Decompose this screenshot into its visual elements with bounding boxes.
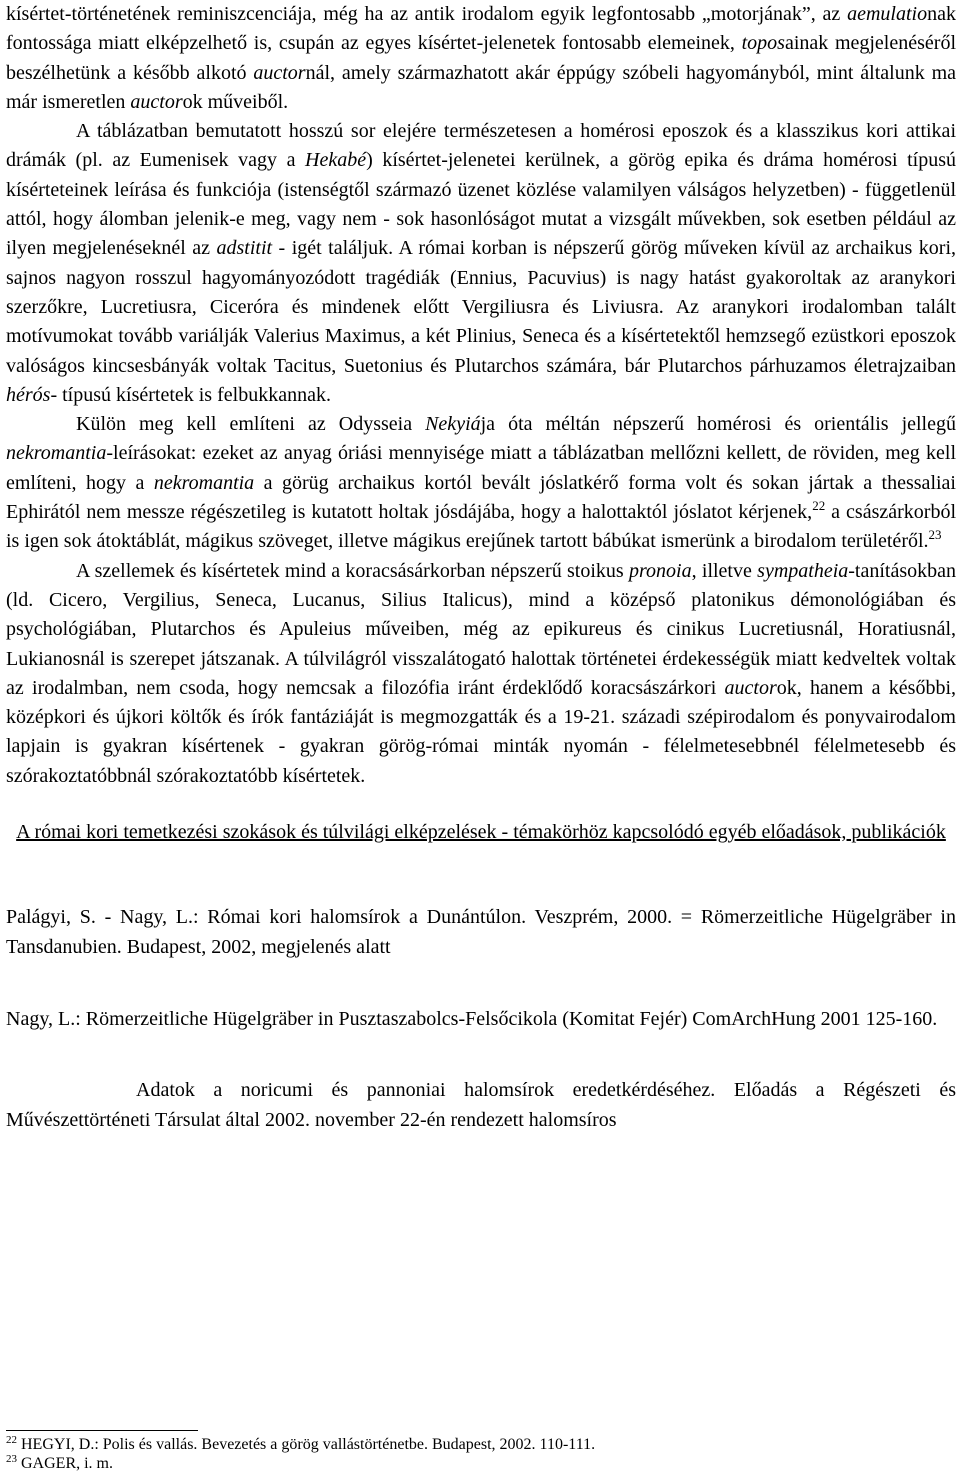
italic-term: Nekyiá <box>425 413 481 436</box>
reference-nagy: Nagy, L.: Römerzeitliche Hügelgräber in Pusztaszabolcs-Felsőcikola (Komitat Fejér) ComArchHung 2001 125-160. <box>6 1007 938 1030</box>
text-run: ok, hanem a későbbi, középkori és újkori költők és írók fantáziáját is megmozgatták és a 19-21. századi szépirodalom és ponyvairodalom lapjain is gyakran kísértenek - gyakran görög-római minták nyomán - félelmetesebbnél félelmetesebb és szórakoztatóbbnál szórakoztatóbb kísértetek. <box>6 676 956 787</box>
text-run: -leírásokat: ezeket az anyag óriási mennyisége miatt a táblázatban mellőzni kellett, de röviden, meg kell említeni, hogy a <box>6 442 956 494</box>
italic-term: nekromantia <box>153 471 255 494</box>
paragraph-3 <box>6 410 956 556</box>
italic-term: auctor <box>724 676 777 699</box>
text-run: kísértet-történetének reminiszcenciája, még ha az antik irodalom egyik legfontosabb „motorjának”, az <box>6 3 848 25</box>
section-heading: A római kori temetkezési szokások és túlvilági elképzelések - témakörhöz kapcsolódó egyéb előadások, publikációk <box>16 821 946 844</box>
document-page <box>6 0 956 1135</box>
footnote-number: 23 <box>6 1453 17 1465</box>
text-run: ainak megjelenéséről beszélhetünk a később alkotó <box>6 32 956 84</box>
text-run: - típusú kísértetek is felbukkannak. <box>50 383 331 406</box>
footnotes <box>6 1430 956 1473</box>
footnote-text: GAGER, i. m. <box>21 1455 113 1472</box>
reference-lecture <box>6 1076 956 1135</box>
footnote-ref-23[interactable]: 23 <box>928 527 942 543</box>
footnote-ref-22[interactable]: 22 <box>812 498 826 514</box>
text-run: ) kísértet-jelenetei kerülnek, a görög epika és dráma homérosi típusú kísérteteinek leírása és funkciója (istenségtől származó üzenet közlése valamilyen válságos helyzetben) - függetlenül attól, hogy álomban jelenik-e meg, vagy nem - sok hasonlóságot mutat a vizsgált művekben, sok esetben például az ilyen megjelenéseknél az <box>6 149 957 260</box>
text-run: Külön meg kell említeni az Odysseia <box>76 413 426 436</box>
text-run: A szellemek és kísértetek mind a koracsásárkorban népszerű stoikus <box>76 559 629 582</box>
text-run: a császárkorból is igen sok átoktáblát, mágikus szöveget, illetve mágikus erejűnek tartott bábúkat ismerünk a birodalom területéről. <box>6 501 957 553</box>
italic-term: adstitit <box>216 237 273 260</box>
text-run: a görüg archaikus kortól bevált jóslatkérő forma volt és sokan jártak a thessaliai Ephirától nem messze régészetileg is kutatott holtak jósdájába, hogy a halottaktól jóslatot kérjenek, <box>6 471 956 524</box>
italic-term: hérós <box>6 383 51 406</box>
italic-term: auctor <box>253 61 306 84</box>
italic-term: Hekabé <box>305 149 367 172</box>
footnote-23 <box>6 1454 956 1473</box>
text-run: , illetve <box>691 559 758 582</box>
paragraph-4 <box>6 557 956 791</box>
text-run: nak fontossága miatt elképzelhető is, csupán az egyes kísértet-jelenetek fontosabb elemeinek, <box>6 3 956 55</box>
text-run: A táblázatban bemutatott hosszú sor elejére természetesen a homérosi eposzok és a klasszikus kori attikai drámák (pl. az Eumenisek vagy a <box>6 120 956 172</box>
italic-term: aemulatio <box>847 3 928 25</box>
text-run: Adatok a noricumi és pannoniai halomsírok eredetkérdéséhez. Előadás a Régészeti és Művészettörténeti Társulat által 2002. november 22-én rendezett halomsíros <box>6 1079 956 1131</box>
footnote-22 <box>6 1435 956 1454</box>
text-run: ja óta méltán népszerű homérosi és orientális jellegű <box>480 413 956 436</box>
text-run: -tanításokban (ld. Cicero, Vergilius, Seneca, Lucanus, Silius Italicus), mind a középső platonikus démonológiában és psychológiában, Plutarchos és Apuleius műveiben, még az epikureus és cinikus Lucretiusnál, Horatiusnál, Lukianosnál is szerepet játszanak. A túlvilágról visszalátogató halottak történetei érdekességük miatt kedveltek voltak az irodalmban, nem csoda, hogy nemcsak a filozófia iránt érdeklődő koracsászárkori <box>6 559 956 699</box>
italic-term: nekromantia <box>6 442 107 465</box>
footnote-divider <box>6 1430 198 1431</box>
italic-term: pronoia <box>628 559 692 582</box>
footnote-number: 22 <box>6 1434 17 1446</box>
paragraph-2 <box>6 117 956 410</box>
italic-term: topos <box>741 32 785 55</box>
text-run: ok műveiből. <box>182 90 289 113</box>
paragraph-1 <box>6 0 956 117</box>
italic-term: sympatheia <box>757 559 849 582</box>
italic-term: auctor <box>130 90 183 113</box>
text-run: - igét találjuk. A római korban is népszerű görög műveken kívül az archaikus kori, sajnos nagyon rosszul hagyományozódott tragédiák (Ennius, Pacuvius) is nagy hatást gyakoroltak az aranykori szerzőkre, Lucretiusra, Ciceróra és mindenek előtt Vergiliusra és Liviusra. Az aranykori irodalomban talált motívumokat tovább variálják Valerius Maximus, a két Plinius, Seneca és a kísértetektől hemzsegő ezüstkori eposzok valóságos kincsesbányák voltak Tacitus, Suetonius és Plutarchos számára, bár Plutarchos párhuzamos életrajzaiban <box>6 237 957 377</box>
reference-palagyi-nagy: Palágyi, S. - Nagy, L.: Római kori halomsírok a Dunántúlon. Veszprém, 2000. = Römerzeitliche Hügelgräber in Tansdanubien. Budapest, 2002, megjelenés alatt <box>6 906 956 958</box>
text-run: nál, amely származhatott akár éppúgy szóbeli hagyományból, mint általunk ma már ismeretlen <box>6 61 956 113</box>
footnote-text: HEGYI, D.: Polis és vallás. Bevezetés a görög vallástörténetbe. Budapest, 2002. 110-111. <box>21 1436 596 1453</box>
